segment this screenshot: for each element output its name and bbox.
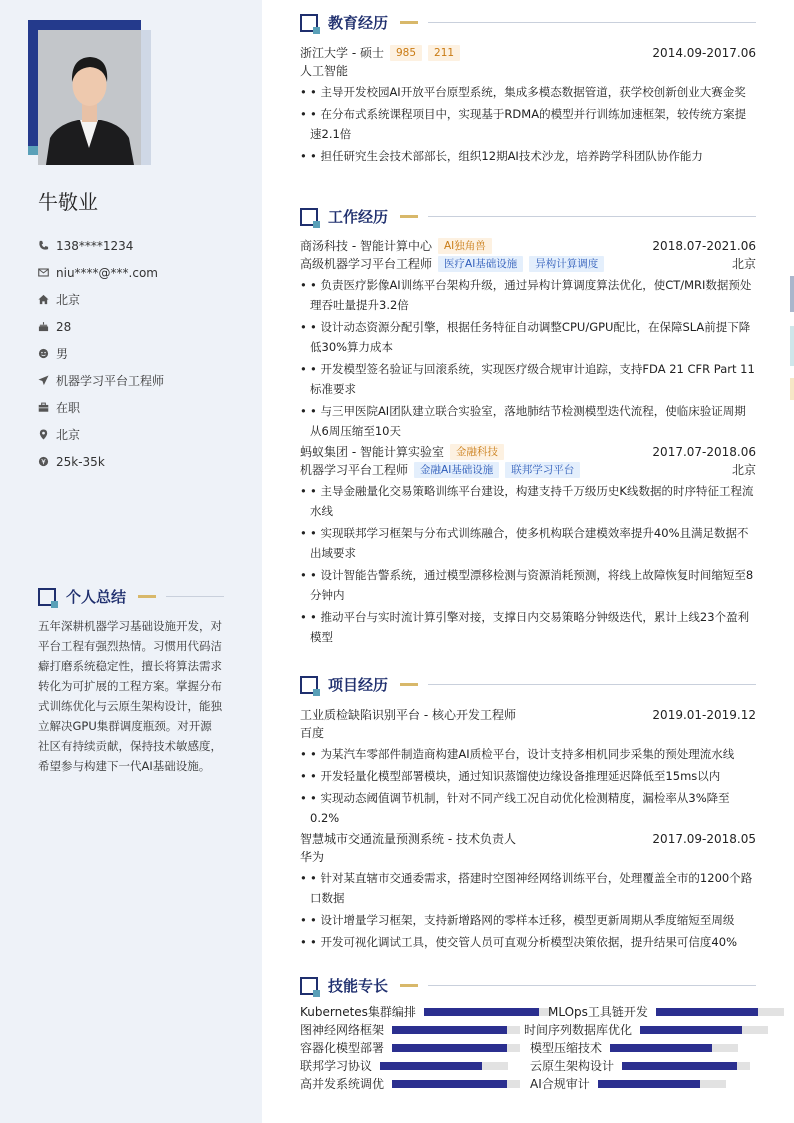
list-item: • • 开发轻量化模型部署模块，通过知识蒸馏使边缘设备推理延迟降低至15ms以内 xyxy=(300,766,756,786)
list-item: • • 开发模型签名验证与回滚系统，实现医疗级合规审计追踪，支持FDA 21 CFR Part 11标准要求 xyxy=(300,359,756,399)
project-name: 智慧城市交通流量预测系统 - 技术负责人 xyxy=(300,832,516,846)
job-bullets xyxy=(300,481,756,647)
skill-item xyxy=(524,1021,768,1038)
list-item: • • 主导开发校园AI开放平台原型系统，集成多模态数据管道，获学校创新创业大赛金奖 xyxy=(300,82,756,102)
email-text: niu****@***.com xyxy=(56,265,158,280)
summary-header xyxy=(38,586,224,607)
age-text: 28 xyxy=(56,319,72,334)
skill-name: AI合规审计 xyxy=(530,1077,590,1091)
job-date: 2018.07-2021.06 xyxy=(652,239,756,253)
list-item: • • 开发可视化调试工具，使交管人员可直观分析模型决策依据，提升结果可信度40% xyxy=(300,932,756,952)
status-text: 在职 xyxy=(56,401,81,415)
job-city: 北京 xyxy=(731,463,756,477)
projects-section xyxy=(300,674,756,954)
skill-name: 容器化模型部署 xyxy=(300,1041,385,1055)
skills-header-wrap xyxy=(300,975,756,996)
skill-bar-fill xyxy=(622,1062,737,1070)
education-row xyxy=(300,44,756,62)
role-tag: 联邦学习平台 xyxy=(505,462,580,478)
company-tag: AI独角兽 xyxy=(438,238,492,254)
gold-accent xyxy=(400,683,418,686)
list-item: • • 为某汽车零部件制造商构建AI质检平台，设计支持多相机同步采集的预处理流水线 xyxy=(300,744,756,764)
job-role: 机器学习平台工程师 xyxy=(300,463,409,477)
list-item: • • 实现动态阈值调节机制，针对不同产线工况自动优化检测精度，漏检率从3%降至0.2% xyxy=(300,788,756,828)
list-item: • • 设计增量学习框架，支持新增路网的零样本迁移，模型更新周期从季度缩短至周级 xyxy=(300,910,756,930)
position-text: 机器学习平台工程师 xyxy=(56,374,165,388)
gold-accent xyxy=(400,984,418,987)
company-name: 蚂蚁集团 - 智能计算实验室 xyxy=(300,445,444,459)
role-tag: 医疗AI基础设施 xyxy=(438,256,523,272)
skill-bar xyxy=(656,1008,784,1016)
skill-bar-fill xyxy=(598,1080,700,1088)
skill-bar xyxy=(622,1062,750,1070)
edge-decoration xyxy=(790,378,794,400)
gold-accent xyxy=(138,595,156,598)
info-age xyxy=(38,313,238,340)
job-bullets xyxy=(300,275,756,441)
skill-name: 模型压缩技术 xyxy=(530,1041,603,1055)
list-item: • • 与三甲医院AI团队建立联合实验室，落地肺结节检测模型迭代流程，使临床验证周期从6周压缩至10天 xyxy=(300,401,756,441)
education-section xyxy=(300,12,756,168)
skills-header xyxy=(300,975,756,996)
skill-item xyxy=(300,1075,520,1092)
list-item: • • 设计动态资源分配引擎，根据任务特征自动调整CPU/GPU配比，在保障SLA前提下降低30%算力成本 xyxy=(300,317,756,357)
education-header xyxy=(300,12,756,33)
job-company-row xyxy=(300,443,756,461)
school-name: 浙江大学 - 硕士 xyxy=(300,46,384,60)
info-home xyxy=(38,286,238,313)
skill-bar xyxy=(392,1026,520,1034)
list-item: • • 担任研究生会技术部部长，组织12期AI技术沙龙，培养跨学科团队协作能力 xyxy=(300,146,756,166)
skill-name: 联邦学习协议 xyxy=(300,1059,373,1073)
divider-line xyxy=(428,216,756,217)
list-item: • • 在分布式系统课程项目中，实现基于RDMA的模型并行训练加速框架，较传统方案提速2.1倍 xyxy=(300,104,756,144)
salary-text: 25k-35k xyxy=(56,454,105,469)
skill-bar xyxy=(380,1062,508,1070)
section-square-icon xyxy=(300,676,318,694)
divider-line xyxy=(428,985,756,986)
divider-line xyxy=(428,684,756,685)
education-bullets xyxy=(300,82,756,166)
salary-icon xyxy=(38,456,49,467)
projects-title: 项目经历 xyxy=(328,676,389,694)
list-item: • • 设计智能告警系统，通过模型漂移检测与资源消耗预测，将线上故障恢复时间缩短至8分钟内 xyxy=(300,565,756,605)
skill-bar-fill xyxy=(610,1044,712,1052)
section-square-icon xyxy=(300,208,318,226)
divider-line xyxy=(428,22,756,23)
person-portrait-icon xyxy=(38,30,141,165)
skill-bar xyxy=(598,1080,726,1088)
info-email xyxy=(38,259,238,286)
job-role-row xyxy=(300,461,756,479)
project-row xyxy=(300,830,756,848)
tag-211: 211 xyxy=(428,45,460,61)
projects-header xyxy=(300,674,756,695)
skill-bar-fill xyxy=(380,1062,482,1070)
section-square-icon xyxy=(300,14,318,32)
location-text: 北京 xyxy=(56,428,81,442)
skill-item xyxy=(300,1057,508,1074)
location-icon xyxy=(38,429,49,440)
project-row xyxy=(300,706,756,724)
info-phone xyxy=(38,232,238,259)
company-tag: 金融科技 xyxy=(450,444,504,460)
list-item: • • 负责医疗影像AI训练平台架构升级，通过异构计算调度算法优化，使CT/MRI数据预处理吞吐量提升3.2倍 xyxy=(300,275,756,315)
skill-item xyxy=(530,1039,738,1056)
skill-item xyxy=(300,1003,552,1020)
skill-bar xyxy=(640,1026,768,1034)
list-item: • • 实现联邦学习框架与分布式训练融合，使多机构联合建模效率提升40%且满足数据不出域要求 xyxy=(300,523,756,563)
list-item: • • 推动平台与实时流计算引擎对接，支撑日内交易策略分钟级迭代，累计上线23个盈利模型 xyxy=(300,607,756,647)
education-title: 教育经历 xyxy=(328,14,389,32)
job-role-row xyxy=(300,255,756,273)
info-location xyxy=(38,421,238,448)
info-status xyxy=(38,394,238,421)
skill-item xyxy=(530,1057,750,1074)
project-org: 华为 xyxy=(300,850,325,864)
skills-title: 技能专长 xyxy=(328,977,389,995)
job-role: 高级机器学习平台工程师 xyxy=(300,257,433,271)
work-header xyxy=(300,206,756,227)
list-item: • • 针对某直辖市交通委需求，搭建时空图神经网络训练平台，处理覆盖全市的1200个路口数据 xyxy=(300,868,756,908)
sidebar xyxy=(0,0,262,1123)
skill-name: 高并发系统调优 xyxy=(300,1077,385,1091)
major: 人工智能 xyxy=(300,64,349,78)
home-icon xyxy=(38,294,49,305)
skill-name: Kubernetes集群编排 xyxy=(300,1005,416,1019)
info-salary xyxy=(38,448,238,475)
cake-icon xyxy=(38,321,49,332)
skill-bar-fill xyxy=(392,1044,507,1052)
skill-bar-fill xyxy=(392,1080,507,1088)
skill-name: 云原生架构设计 xyxy=(530,1059,615,1073)
info-gender xyxy=(38,340,238,367)
skill-bar xyxy=(424,1008,552,1016)
send-icon xyxy=(38,375,49,386)
project-org: 百度 xyxy=(300,726,325,740)
work-title: 工作经历 xyxy=(328,208,389,226)
skill-name: 图神经网络框架 xyxy=(300,1023,385,1037)
skill-bar xyxy=(610,1044,738,1052)
list-item: • • 主导金融量化交易策略训练平台建设，构建支持千万级历史K线数据的时序特征工程流水线 xyxy=(300,481,756,521)
skill-item xyxy=(300,1021,520,1038)
edge-decoration xyxy=(790,276,794,312)
skill-bar xyxy=(392,1080,520,1088)
job-city: 北京 xyxy=(731,257,756,271)
skill-bar xyxy=(392,1044,520,1052)
skill-item xyxy=(548,1003,784,1020)
tag-985: 985 xyxy=(390,45,422,61)
gold-accent xyxy=(400,21,418,24)
skill-item xyxy=(530,1075,726,1092)
company-name: 商汤科技 - 智能计算中心 xyxy=(300,239,432,253)
skill-bar-fill xyxy=(424,1008,539,1016)
skill-item xyxy=(300,1039,520,1056)
briefcase-icon xyxy=(38,402,49,413)
candidate-name: 牛敬业 xyxy=(38,190,98,214)
edge-decoration xyxy=(790,326,794,366)
gold-accent xyxy=(400,215,418,218)
project-date: 2017.09-2018.05 xyxy=(652,832,756,846)
work-section xyxy=(300,206,756,649)
gender-icon xyxy=(38,348,49,359)
skill-bar-fill xyxy=(640,1026,742,1034)
skill-bar-fill xyxy=(656,1008,758,1016)
avatar xyxy=(38,30,141,165)
project-name: 工业质检缺陷识别平台 - 核心开发工程师 xyxy=(300,708,516,722)
education-date: 2014.09-2017.06 xyxy=(652,46,756,60)
skill-bar-fill xyxy=(392,1026,507,1034)
role-tag: 金融AI基础设施 xyxy=(414,462,499,478)
summary-text: 五年深耕机器学习基础设施开发，对平台工程有强烈热情。习惯用代码洁癖打磨系统稳定性，擅长将算法需求转化为可扩展的工程方案。掌握分布式训练优化与云原生架构设计，能独立解决GPU集群调度瓶颈。对开源社区有持续贡献，保持技术敏感度，希望参与构建下一代AI基础设施。 xyxy=(38,619,222,773)
divider-line xyxy=(166,596,224,597)
project-date: 2019.01-2019.12 xyxy=(652,708,756,722)
job-date: 2017.07-2018.06 xyxy=(652,445,756,459)
mail-icon xyxy=(38,267,49,278)
section-square-icon xyxy=(300,977,318,995)
photo-corner-accent xyxy=(28,146,38,155)
contact-info xyxy=(38,232,238,475)
project-bullets xyxy=(300,868,756,952)
skill-name: 时间序列数据库优化 xyxy=(524,1023,633,1037)
phone-text: 138****1234 xyxy=(56,238,134,253)
summary-title: 个人总结 xyxy=(66,588,127,606)
gender-text: 男 xyxy=(56,347,69,361)
home-text: 北京 xyxy=(56,293,81,307)
info-position xyxy=(38,367,238,394)
job-company-row xyxy=(300,237,756,255)
phone-icon xyxy=(38,240,49,251)
section-square-icon xyxy=(38,588,56,606)
skill-name: MLOps工具链开发 xyxy=(548,1005,648,1019)
role-tag: 异构计算调度 xyxy=(529,256,604,272)
project-bullets xyxy=(300,744,756,828)
